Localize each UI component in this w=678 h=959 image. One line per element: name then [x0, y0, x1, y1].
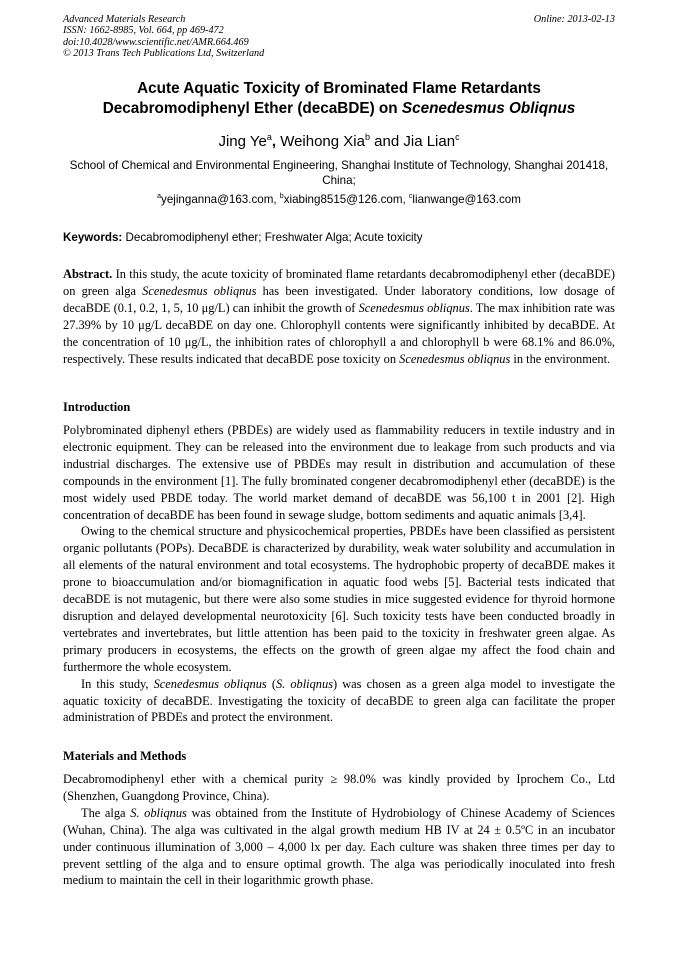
methods-paragraph-1: Decabromodiphenyl ether with a chemical purity ≥ 98.0% was kindly provided by Iprochem Co., Ltd (Shenzhen, Guangdong Province, China).	[63, 772, 615, 803]
intro-p3-species-2: S. obliqnus	[275, 676, 334, 691]
abstract-label: Abstract.	[63, 267, 113, 281]
abstract-species-2: Scenedesmus obliqnus	[358, 300, 470, 315]
methods-paragraph-2	[63, 805, 615, 890]
introduction-heading: Introduction	[63, 400, 131, 414]
author-emails	[63, 192, 615, 207]
author-3-sup: c	[455, 132, 460, 142]
abstract-text-1: In this study, the acute toxicity of brominated flame retardants decabromodiphenyl ether (decaBDE) on green alga	[63, 267, 615, 298]
copyright-line: © 2013 Trans Tech Publications Ltd, Switzerland	[63, 48, 265, 60]
intro-paragraph-2: Owing to the chemical structure and physicochemical properties, PBDEs have been classified as persistent organic pollutants (POPs). DecaBDE is characterized by durability, weak water solubility and accumulation in all elements of the natural environment and total ecosystems. The hydrophobic property of decaBDE makes it prone to bioaccumulation and/or biomagnification in aquatic food webs [5]. Bacterial tests indicated that decaBDE is not mutagenic, but there were also some studies in mice suggested evidence for thyroid hormone disruption and delayed developmental neurotoxicity [6]. Such toxicity tests have been conducted broadly in vertebrates and invertebrates, but little attention has been paid to the toxicity in freshwater green algae. As primary producers in ecosystems, the effects on the growth of green algae my affect the food chain and furthermore the whole ecosystem.	[63, 524, 615, 674]
paper-title	[40, 79, 638, 119]
abstract-text-3: . The max inhibition rate was 27.39% by 10 μg/L decaBDE on day one. Chlorophyll contents were significantly inhibited by decaBDE. At the concentration of 10 μg/L, the inhibition rates of chlorophyll a and chlorophyll b were 68.1% and 86.0%, respectively. These results indicated that decaBDE pose toxicity on	[63, 300, 615, 366]
intro-p3-text-2: (	[266, 676, 276, 691]
author-2-sup: b	[364, 132, 370, 142]
methods-heading: Materials and Methods	[63, 749, 187, 763]
email-c-sup: c	[408, 193, 413, 200]
author-separator: ,	[271, 133, 281, 150]
methods-p2-text-1: The alga	[81, 805, 131, 820]
author-1: Jing Ye	[218, 133, 267, 150]
abstract-species-3: Scenedesmus obliqnus	[399, 351, 511, 366]
email-b[interactable]: xiabing8515@126.com,	[283, 193, 409, 206]
methods-p2-text-2: was obtained from the Institute of Hydrobiology of Chinese Academy of Sciences (Wuhan, China). The alga was cultivated in the algal growth medium HB IV at 24 ± 0.5ºC in an incubator under continuous illumination of 3,000 – 4,000 lx per day. Each culture was shaken three times per day to prevent settling of the alga and to ensure optimal growth. The alga was periodically inoculated into fresh medium to maintain the cell in their logarithmic growth phase.	[63, 805, 616, 888]
intro-paragraph-1: Polybrominated diphenyl ethers (PBDEs) are widely used as flammability reducers in textile industry and in electronic equipment. They can be released into the environment due to leakage from such products and via industrial discharges. The extensive use of PBDEs may result in distribution and accumulation of these compounds in the environment [1]. The fully brominated congener decabromodiphenyl ether (decaBDE) is the most widely used PBDE today. The world market demand of decaBDE was 56,100 t in 2001 [2]. High concentration of decaBDE has been found in sewage sludge, bottom sediments and aquatic animals [3,4].	[63, 423, 615, 522]
online-date: Online: 2013-02-13	[533, 14, 615, 25]
intro-p3-text-3: ) was chosen as a green alga model to investigate the aquatic toxicity of decaBDE. Investigating the toxicity of decaBDE to green alga can facilitate the proper administration of PBDEs and protect the environment.	[63, 676, 616, 725]
author-1-sup: a	[266, 132, 272, 142]
journal-header	[63, 14, 615, 60]
title-line-2	[40, 99, 638, 119]
intro-paragraph-3	[63, 676, 615, 727]
abstract	[63, 266, 615, 367]
abstract-species-1: Scenedesmus obliqnus	[142, 283, 257, 298]
email-a[interactable]: yejinganna@163.com,	[161, 193, 280, 206]
author-3: Jia Lian	[403, 133, 456, 150]
title-line-2-text: Decabromodiphenyl Ether (decaBDE) on	[102, 100, 402, 117]
doi-line[interactable]: doi:10.4028/www.scientific.net/AMR.664.469	[63, 36, 249, 48]
journal-name: Advanced Materials Research	[63, 14, 186, 25]
email-c[interactable]: lianwange@163.com	[412, 193, 521, 206]
title-species: Scenedesmus Obliqnus	[401, 100, 576, 117]
email-a-sup: a	[157, 193, 162, 200]
keywords-label: Keywords:	[63, 231, 123, 244]
methods-p2-species: S. obliqnus	[130, 805, 187, 820]
author-separator-and: and	[369, 133, 404, 150]
abstract-text-4: in the environment.	[510, 351, 611, 366]
author-list	[40, 133, 638, 151]
methods-section	[63, 771, 615, 889]
abstract-text-2: has been investigated. Under laboratory conditions, low dosage of decaBDE (0.1, 0.2, 1, 5, 10 μg/L) can inhibit the growth of	[63, 283, 615, 315]
intro-p3-text-1: In this study,	[81, 676, 154, 691]
keywords-text: Decabromodiphenyl ether; Freshwater Alga; Acute toxicity	[122, 231, 423, 244]
keywords	[63, 230, 615, 245]
affiliation: School of Chemical and Environmental Engineering, Shanghai Institute of Technology, Shanghai 201418, China;	[69, 159, 609, 187]
intro-p3-species-1: Scenedesmus obliqnus	[153, 676, 267, 691]
title-line-1: Acute Aquatic Toxicity of Brominated Flame Retardants	[137, 80, 541, 97]
author-2: Weihong Xia	[280, 133, 365, 150]
email-b-sup: b	[279, 193, 284, 200]
introduction-section	[63, 422, 615, 726]
issn-line: ISSN: 1662-8985, Vol. 664, pp 469-472	[63, 25, 224, 37]
